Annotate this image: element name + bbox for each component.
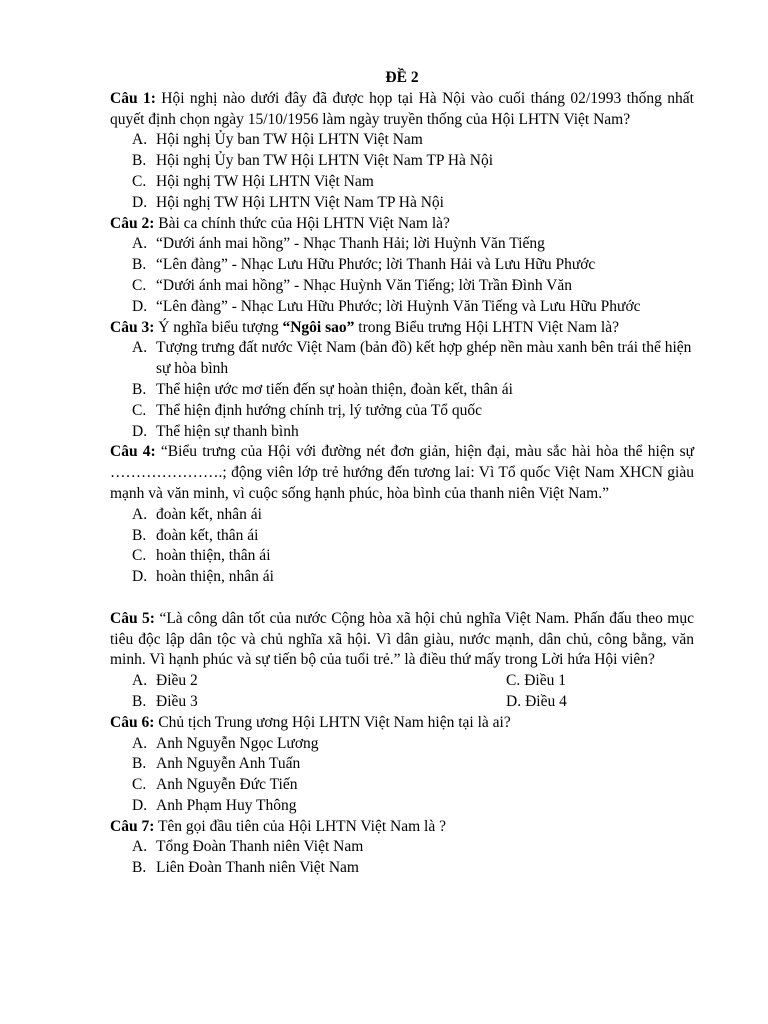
question-text (110, 318, 694, 339)
answer-text: Hội nghị Ủy ban TW Hội LHTN Việt Nam TP Hà Nội (156, 152, 494, 170)
answer-list (110, 837, 694, 879)
answer-text: Liên Đoàn Thanh niên Việt Nam (156, 859, 359, 877)
answer-letter: A. (132, 505, 148, 523)
answer-list (110, 734, 694, 817)
answer-text: hoàn thiện, nhân ái (156, 568, 274, 586)
answer-letter: D. (132, 422, 148, 440)
answer-letter: B. (132, 526, 147, 544)
answer-list (110, 338, 694, 442)
answer-letter: A. (132, 838, 148, 856)
answer-option (110, 567, 694, 588)
answer-option (484, 671, 566, 692)
question-number: Câu 6: (110, 713, 155, 731)
answer-row (110, 692, 694, 713)
answer-option (484, 692, 567, 713)
question-number: Câu 3: (110, 318, 155, 336)
question-body: Ý nghĩa biểu tượng (154, 318, 283, 336)
question-text (110, 817, 694, 838)
answer-text: Thể hiện ước mơ tiến đến sự hoàn thiện, đoàn kết, thân ái (156, 380, 513, 398)
answer-option (110, 796, 694, 817)
question-number: Câu 5: (110, 609, 155, 627)
answer-list (110, 505, 694, 588)
answer-text: Hội nghị TW Hội LHTN Việt Nam TP Hà Nội (156, 193, 444, 211)
answer-letter: B. (132, 859, 147, 877)
answer-letter: A. (132, 734, 148, 752)
question-body-end: trong Biểu trưng Hội LHTN Việt Nam là? (354, 318, 619, 336)
question-1 (110, 89, 694, 214)
question-number: Câu 1: (110, 89, 156, 107)
answer-text: Hội nghị TW Hội LHTN Việt Nam (156, 172, 374, 190)
answer-text: Điều 4 (525, 692, 567, 710)
answer-option (110, 858, 694, 879)
answer-text: Anh Phạm Huy Thông (156, 796, 297, 814)
answer-text: Anh Nguyễn Đức Tiến (156, 776, 298, 794)
answer-text: Thể hiện định hướng chính trị, lý tưởng của Tổ quốc (156, 401, 483, 419)
question-text (110, 89, 694, 131)
answer-text: Điều 1 (524, 672, 566, 690)
answer-text: hoàn thiện, thân ái (156, 547, 271, 565)
question-body: Chủ tịch Trung ương Hội LHTN Việt Nam hiện tại là ai? (154, 713, 511, 731)
answer-option (110, 151, 694, 172)
question-body: Hội nghị nào dưới đây đã được họp tại Hà Nội vào cuối tháng 02/1993 thống nhất quyết định chọn ngày 15/10/1956 làm ngày truyền thống của Hội LHTN Việt Nam? (110, 89, 694, 128)
question-body: Tên gọi đầu tiên của Hội LHTN Việt Nam là ? (154, 817, 446, 835)
answer-option (110, 692, 484, 713)
answer-option (110, 546, 694, 567)
answer-text: Hội nghị Ủy ban TW Hội LHTN Việt Nam (156, 131, 423, 149)
answer-letter: D. (132, 193, 148, 211)
answer-text: “Lên đàng” - Nhạc Lưu Hữu Phước; lời Huỳnh Văn Tiếng và Lưu Hữu Phước (156, 297, 641, 315)
answer-option (110, 338, 694, 380)
answer-text: Thể hiện sự thanh bình (156, 422, 299, 440)
answer-letter: B. (132, 380, 147, 398)
question-4 (110, 442, 694, 588)
answer-option (110, 526, 694, 547)
question-text (110, 713, 694, 734)
answer-letter: B. (132, 152, 147, 170)
question-text (110, 442, 694, 504)
answer-option (110, 297, 694, 318)
answer-text: Tượng trưng đất nước Việt Nam (bản đồ) kết hợp ghép nền màu xanh bên trái thể hiện sự hòa bình (156, 339, 692, 378)
answer-letter: B. (132, 692, 147, 710)
answer-letter: D. (132, 297, 148, 315)
question-emphasis: “Ngôi sao” (282, 318, 355, 336)
answer-option (110, 734, 694, 755)
answer-text: Tổng Đoàn Thanh niên Việt Nam (156, 838, 364, 856)
answer-text: Điều 3 (156, 692, 198, 710)
answer-option (110, 276, 694, 297)
answer-list (110, 130, 694, 213)
answer-option (110, 754, 694, 775)
question-5 (110, 609, 694, 713)
answer-row (110, 671, 694, 692)
answer-letter: A. (132, 339, 148, 357)
answer-text: “Dưới ánh mai hồng” - Nhạc Thanh Hải; lời Huỳnh Văn Tiếng (156, 235, 545, 253)
answer-text: Anh Nguyễn Anh Tuấn (156, 755, 301, 773)
answer-option (110, 193, 694, 214)
answer-letter: A. (132, 235, 148, 253)
question-number: Câu 2: (110, 214, 155, 232)
answer-letter: C. (132, 276, 147, 294)
answer-letter: C. (506, 672, 521, 690)
answer-text: đoàn kết, nhân ái (156, 505, 262, 523)
answer-option (110, 130, 694, 151)
answer-list (110, 234, 694, 317)
answer-text: “Lên đàng” - Nhạc Lưu Hữu Phước; lời Thanh Hải và Lưu Hữu Phước (156, 256, 596, 274)
exam-page (110, 68, 694, 879)
answer-option (110, 234, 694, 255)
answer-option (110, 837, 694, 858)
question-number: Câu 7: (110, 817, 155, 835)
answer-option (110, 255, 694, 276)
answer-text: Anh Nguyễn Ngọc Lương (156, 734, 319, 752)
answer-letter: B. (132, 256, 147, 274)
answer-list (110, 671, 694, 713)
answer-letter: B. (132, 755, 147, 773)
answer-letter: C. (132, 172, 147, 190)
answer-option (110, 671, 484, 692)
answer-text: Điều 2 (156, 672, 198, 690)
answer-letter: C. (132, 401, 147, 419)
question-text (110, 609, 694, 671)
question-number: Câu 4: (110, 443, 156, 461)
question-text (110, 214, 694, 235)
answer-letter: D. (132, 568, 148, 586)
answer-text: “Dưới ánh mai hồng” - Nhạc Huỳnh Văn Tiếng; lời Trần Đình Văn (156, 276, 573, 294)
answer-option (110, 401, 694, 422)
answer-letter: C. (132, 776, 147, 794)
question-3 (110, 318, 694, 443)
answer-option (110, 172, 694, 193)
question-body: “Là công dân tốt của nước Cộng hòa xã hội chủ nghĩa Việt Nam. Phấn đấu theo mục tiêu độc lập dân tộc và chủ nghĩa xã hội. Vì dân giàu, nước mạnh, dân chủ, công bằng, văn minh. Vì hạnh phúc và sự tiến bộ của tuổi trẻ.” là điều thứ mấy trong Lời hứa Hội viên? (110, 609, 694, 669)
answer-letter: C. (132, 547, 147, 565)
answer-letter: A. (132, 672, 148, 690)
question-2 (110, 214, 694, 318)
answer-text: đoàn kết, thân ái (156, 526, 259, 544)
blank-line (110, 588, 694, 609)
answer-letter: D. (506, 692, 522, 710)
answer-option (110, 775, 694, 796)
answer-option (110, 422, 694, 443)
question-body: Bài ca chính thức của Hội LHTN Việt Nam là? (154, 214, 450, 232)
answer-option (110, 380, 694, 401)
answer-letter: D. (132, 796, 148, 814)
question-body: “Biểu trưng của Hội với đường nét đơn giản, hiện đại, màu sắc hài hòa thể hiện sự ………………….; động viên lớp trẻ hướng đến tương lai: Vì Tổ quốc Việt Nam XHCN giàu mạnh và văn minh, vì cuộc sống hạnh phúc, hòa bình của thanh niên Việt Nam.” (110, 443, 694, 502)
question-6 (110, 713, 694, 817)
answer-option (110, 505, 694, 526)
page-title: ĐỀ 2 (385, 69, 419, 86)
answer-letter: A. (132, 131, 148, 149)
question-7 (110, 817, 694, 879)
